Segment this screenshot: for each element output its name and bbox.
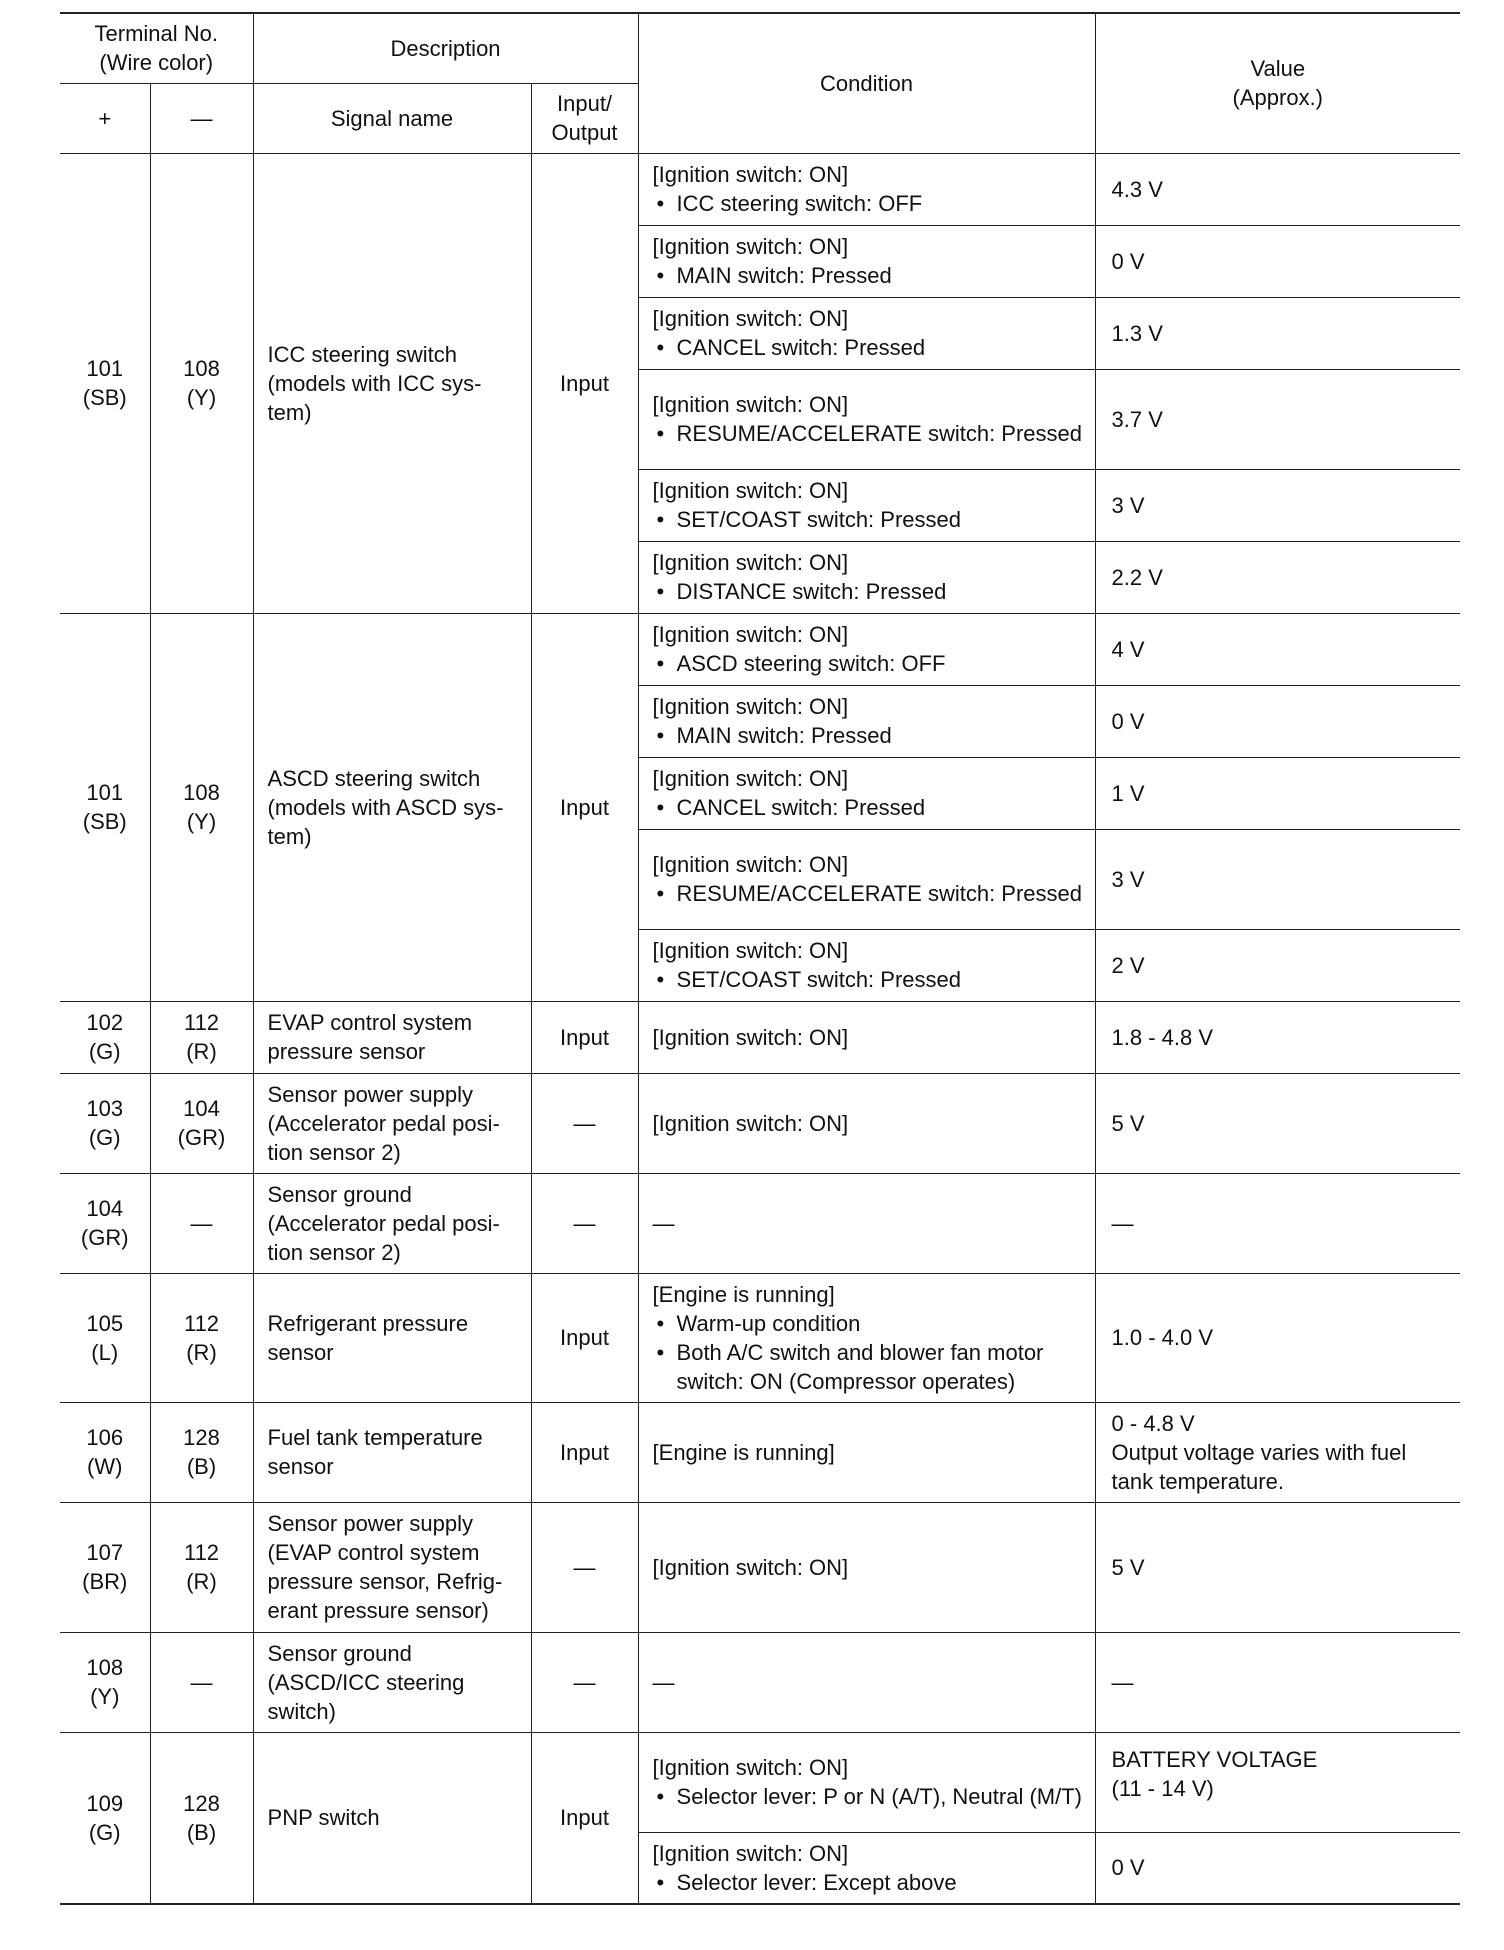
value-cell [1095, 757, 1460, 829]
signal-name-text: tem) [267, 399, 312, 425]
condition-cell [638, 1502, 1095, 1632]
condition-cell [638, 1273, 1095, 1402]
signal-name-text: sensor [267, 1454, 334, 1479]
value-cell [1095, 369, 1460, 469]
terminal-plus [60, 1273, 150, 1402]
condition-bullet: • MAIN switch: Pressed [653, 721, 1087, 750]
terminal-minus [150, 153, 253, 613]
terminal-minus-text: (B) [186, 1454, 217, 1479]
terminal-minus-text: — [190, 1210, 213, 1236]
condition-cell [638, 225, 1095, 297]
table-row [60, 1001, 1460, 1073]
condition-bullet: • ICC steering switch: OFF [653, 189, 1087, 218]
condition-bullet: • Selector lever: Except above [653, 1868, 1087, 1897]
terminal-plus [60, 1001, 150, 1073]
condition-text: [Engine is running] [652, 1281, 835, 1307]
table-row [60, 613, 1460, 685]
signal-name [253, 1632, 531, 1732]
terminal-minus-text: 112 [183, 1310, 220, 1336]
terminal-minus-text: (Y) [186, 809, 217, 834]
value-text: 0 V [1111, 248, 1145, 274]
terminal-plus-text: (BR) [82, 1569, 128, 1594]
condition-text: [Ignition switch: ON] [652, 306, 849, 331]
value-text: 3 V [1111, 866, 1145, 892]
table-row [60, 1073, 1460, 1173]
input-output: Input [531, 1273, 638, 1402]
table-row [60, 1402, 1460, 1502]
condition-bullet: • SET/COAST switch: Pressed [653, 505, 1087, 534]
input-output: Input [531, 153, 638, 613]
value-text: 1.3 V [1111, 320, 1163, 346]
header-condition: Condition [638, 13, 1095, 153]
header-value: Value (Approx.) [1095, 13, 1460, 153]
condition-cell [638, 1173, 1095, 1273]
condition-cell [638, 685, 1095, 757]
signal-name-text: Sensor power supply [267, 1511, 473, 1536]
terminal-minus-text: 108 [183, 780, 220, 805]
signal-name-text: Fuel tank temperature [267, 1425, 483, 1450]
terminal-minus-text: (R) [186, 1569, 217, 1594]
condition-cell [638, 1001, 1095, 1073]
condition-cell [638, 1732, 1095, 1832]
condition-text: [Ignition switch: ON] [652, 1110, 849, 1136]
terminal-plus-text: 105 [86, 1310, 124, 1336]
condition-text: [Ignition switch: ON] [652, 852, 849, 877]
value-cell [1095, 1632, 1460, 1732]
condition-bullet: • CANCEL switch: Pressed [653, 333, 1087, 362]
value-text: 0 V [1111, 708, 1145, 734]
value-cell [1095, 1832, 1460, 1904]
input-output: — [531, 1173, 638, 1273]
terminal-minus [150, 1502, 253, 1632]
condition-text: [Ignition switch: ON] [652, 938, 849, 963]
condition-text: [Ignition switch: ON] [652, 694, 849, 719]
condition-bullet: • Warm-up condition [653, 1309, 1087, 1338]
input-output: Input [531, 1732, 638, 1904]
terminal-plus-text: 101 [86, 780, 124, 805]
input-output: — [531, 1502, 638, 1632]
value-text: 5 V [1111, 1110, 1145, 1136]
value-text: Output voltage varies with fuel [1111, 1439, 1407, 1465]
signal-name [253, 613, 531, 1001]
terminal-plus-text: (L) [91, 1339, 119, 1365]
condition-cell [638, 1632, 1095, 1732]
terminal-minus [150, 1402, 253, 1502]
condition-bullet: • DISTANCE switch: Pressed [653, 577, 1087, 606]
condition-text: [Ignition switch: ON] [652, 392, 849, 417]
condition-bullet: • CANCEL switch: Pressed [653, 793, 1087, 822]
condition-bullet: • ASCD steering switch: OFF [653, 649, 1087, 678]
terminal-plus-text: (SB) [82, 809, 127, 834]
condition-text: [Ignition switch: ON] [652, 234, 849, 259]
value-cell [1095, 613, 1460, 685]
table-row [60, 1632, 1460, 1732]
condition-cell [638, 829, 1095, 929]
table-row [60, 1273, 1460, 1402]
table-row [60, 153, 1460, 225]
signal-name-text: PNP switch [267, 1805, 380, 1831]
value-cell [1095, 1732, 1460, 1832]
signal-name [253, 1402, 531, 1502]
terminal-minus-text: 112 [183, 1540, 220, 1565]
terminal-plus-text: (W) [87, 1454, 123, 1479]
terminal-table [60, 12, 1460, 1905]
condition-cell [638, 541, 1095, 613]
signal-name-text: EVAP control system [267, 1010, 473, 1035]
signal-name-text: tion sensor 2) [267, 1239, 401, 1265]
terminal-minus-text: 108 [183, 356, 220, 381]
terminal-minus-text: 128 [183, 1425, 220, 1450]
terminal-plus-text: 109 [86, 1790, 124, 1816]
value-cell [1095, 297, 1460, 369]
terminal-plus-text: (G) [88, 1819, 121, 1845]
signal-name [253, 1073, 531, 1173]
header-input-output: Input/ Output [531, 83, 638, 153]
value-cell [1095, 541, 1460, 613]
signal-name-text: (ASCD/ICC steering [267, 1669, 465, 1695]
document-page [60, 12, 1460, 1905]
signal-name-text: ASCD steering switch [267, 765, 481, 791]
condition-cell [638, 929, 1095, 1001]
terminal-minus [150, 1073, 253, 1173]
terminal-minus-text: (R) [186, 1339, 217, 1365]
condition-text: [Ignition switch: ON] [652, 1840, 849, 1866]
signal-name-text: Sensor power supply [267, 1081, 473, 1107]
input-output: Input [531, 613, 638, 1001]
condition-text: [Ignition switch: ON] [652, 1554, 849, 1580]
terminal-plus-text: 101 [86, 356, 124, 381]
value-text: 4 V [1111, 636, 1145, 662]
terminal-minus-text: 112 [183, 1010, 220, 1035]
signal-name-text: Sensor ground [267, 1181, 412, 1207]
signal-name-text: (Accelerator pedal posi- [267, 1210, 500, 1236]
condition-cell [638, 1402, 1095, 1502]
terminal-minus [150, 613, 253, 1001]
table-body [60, 153, 1460, 1904]
value-cell [1095, 225, 1460, 297]
value-cell [1095, 469, 1460, 541]
signal-name [253, 153, 531, 613]
value-text: 0 - 4.8 V [1111, 1410, 1195, 1436]
terminal-plus [60, 1173, 150, 1273]
terminal-minus-text: 104 [183, 1096, 220, 1121]
condition-bullet: • RESUME/ACCELERATE switch: Pressed [653, 419, 1087, 448]
terminal-plus [60, 1402, 150, 1502]
value-text: — [1111, 1210, 1134, 1236]
header-signal-name: Signal name [253, 83, 531, 153]
condition-text: [Engine is running] [652, 1439, 835, 1465]
condition-cell [638, 153, 1095, 225]
condition-bullet: • Both A/C switch and blower fan motor switch: ON (Compressor operates) [653, 1338, 1087, 1396]
terminal-minus [150, 1632, 253, 1732]
signal-name-text: pressure sensor [267, 1039, 426, 1064]
signal-name-text: erant pressure sensor) [267, 1598, 489, 1623]
terminal-plus-text: 107 [86, 1540, 124, 1565]
condition-text: [Ignition switch: ON] [652, 478, 849, 503]
condition-bullet: • SET/COAST switch: Pressed [653, 965, 1087, 994]
table-row [60, 1732, 1460, 1832]
terminal-plus-text: 106 [86, 1425, 124, 1450]
signal-name-text: pressure sensor, Refrig- [267, 1569, 503, 1594]
signal-name-text: switch) [267, 1698, 336, 1724]
signal-name [253, 1732, 531, 1904]
condition-bullet: • Selector lever: P or N (A/T), Neutral (M/T) [653, 1782, 1087, 1811]
terminal-minus-text: (Y) [186, 385, 217, 410]
condition-bullet: • RESUME/ACCELERATE switch: Pressed [653, 879, 1087, 908]
signal-name-text: (models with ASCD sys- [267, 794, 504, 820]
input-output: Input [531, 1001, 638, 1073]
value-cell [1095, 1001, 1460, 1073]
condition-text: — [652, 1210, 675, 1236]
value-cell [1095, 1402, 1460, 1502]
value-text: 3 V [1111, 492, 1145, 518]
value-text: 1.0 - 4.0 V [1111, 1325, 1214, 1350]
condition-cell [638, 369, 1095, 469]
signal-name [253, 1001, 531, 1073]
terminal-minus-text: — [190, 1669, 213, 1695]
value-text: 1.8 - 4.8 V [1111, 1024, 1214, 1050]
condition-text: [Ignition switch: ON] [652, 550, 849, 575]
value-cell [1095, 1502, 1460, 1632]
value-cell [1095, 685, 1460, 757]
table-header [60, 13, 1460, 153]
signal-name-text: (Accelerator pedal posi- [267, 1110, 500, 1136]
condition-text: [Ignition switch: ON] [652, 162, 849, 187]
terminal-plus [60, 1732, 150, 1904]
value-text: (11 - 14 V) [1111, 1775, 1214, 1801]
value-text: — [1111, 1669, 1134, 1695]
terminal-plus-text: (SB) [82, 385, 127, 410]
condition-text: [Ignition switch: ON] [652, 1755, 849, 1780]
value-cell [1095, 1273, 1460, 1402]
terminal-plus-text: 104 [86, 1196, 124, 1221]
signal-name-text: tion sensor 2) [267, 1139, 401, 1165]
terminal-plus [60, 1502, 150, 1632]
terminal-plus-text: (Y) [90, 1684, 120, 1709]
value-cell [1095, 929, 1460, 1001]
terminal-plus [60, 1632, 150, 1732]
condition-text: [Ignition switch: ON] [652, 622, 849, 647]
signal-name [253, 1502, 531, 1632]
terminal-minus-text: (GR) [177, 1125, 226, 1150]
signal-name [253, 1173, 531, 1273]
value-text: 5 V [1111, 1554, 1145, 1580]
value-text: BATTERY VOLTAGE [1111, 1746, 1318, 1772]
signal-name-text: Refrigerant pressure [267, 1310, 469, 1336]
condition-text: [Ignition switch: ON] [652, 1024, 849, 1050]
terminal-plus-text: 103 [86, 1096, 124, 1121]
condition-text: [Ignition switch: ON] [652, 766, 849, 791]
value-cell [1095, 1073, 1460, 1173]
signal-name-text: Sensor ground [267, 1640, 412, 1666]
condition-cell [638, 1073, 1095, 1173]
header-minus: — [150, 83, 253, 153]
table-row [60, 1173, 1460, 1273]
condition-cell [638, 613, 1095, 685]
condition-cell [638, 297, 1095, 369]
header-terminal: Terminal No. (Wire color) [60, 13, 253, 83]
value-cell [1095, 153, 1460, 225]
value-text: 1 V [1111, 780, 1145, 806]
input-output: — [531, 1073, 638, 1173]
terminal-plus [60, 1073, 150, 1173]
input-output: — [531, 1632, 638, 1732]
signal-name-text: tem) [267, 823, 312, 849]
header-description: Description [253, 13, 638, 83]
signal-name-text: (models with ICC sys- [267, 370, 482, 396]
terminal-plus-text: (G) [88, 1039, 121, 1064]
terminal-minus [150, 1732, 253, 1904]
terminal-plus-text: 102 [86, 1010, 124, 1035]
terminal-plus-text: (G) [88, 1125, 121, 1150]
value-text: 2.2 V [1111, 564, 1163, 590]
terminal-minus [150, 1273, 253, 1402]
value-cell [1095, 1173, 1460, 1273]
terminal-minus [150, 1001, 253, 1073]
signal-name-text: (EVAP control system [267, 1540, 480, 1565]
table-row [60, 1502, 1460, 1632]
header-plus: + [60, 83, 150, 153]
condition-text: — [652, 1669, 675, 1695]
terminal-plus [60, 153, 150, 613]
terminal-minus-text: (B) [186, 1819, 217, 1845]
condition-cell [638, 757, 1095, 829]
input-output: Input [531, 1402, 638, 1502]
terminal-minus [150, 1173, 253, 1273]
signal-name-text: ICC steering switch [267, 341, 458, 367]
value-text: 2 V [1111, 952, 1145, 978]
condition-bullet: • MAIN switch: Pressed [653, 261, 1087, 290]
value-cell [1095, 829, 1460, 929]
terminal-plus-text: (GR) [80, 1225, 129, 1250]
terminal-minus-text: 128 [183, 1790, 220, 1816]
signal-name [253, 1273, 531, 1402]
value-text: 4.3 V [1111, 176, 1163, 202]
condition-cell [638, 1832, 1095, 1904]
terminal-plus [60, 613, 150, 1001]
terminal-minus-text: (R) [186, 1039, 217, 1064]
condition-cell [638, 469, 1095, 541]
signal-name-text: sensor [267, 1339, 334, 1365]
value-text: 3.7 V [1111, 406, 1163, 432]
value-text: 0 V [1111, 1855, 1145, 1881]
value-text: tank temperature. [1111, 1468, 1284, 1494]
terminal-plus-text: 108 [86, 1655, 124, 1680]
